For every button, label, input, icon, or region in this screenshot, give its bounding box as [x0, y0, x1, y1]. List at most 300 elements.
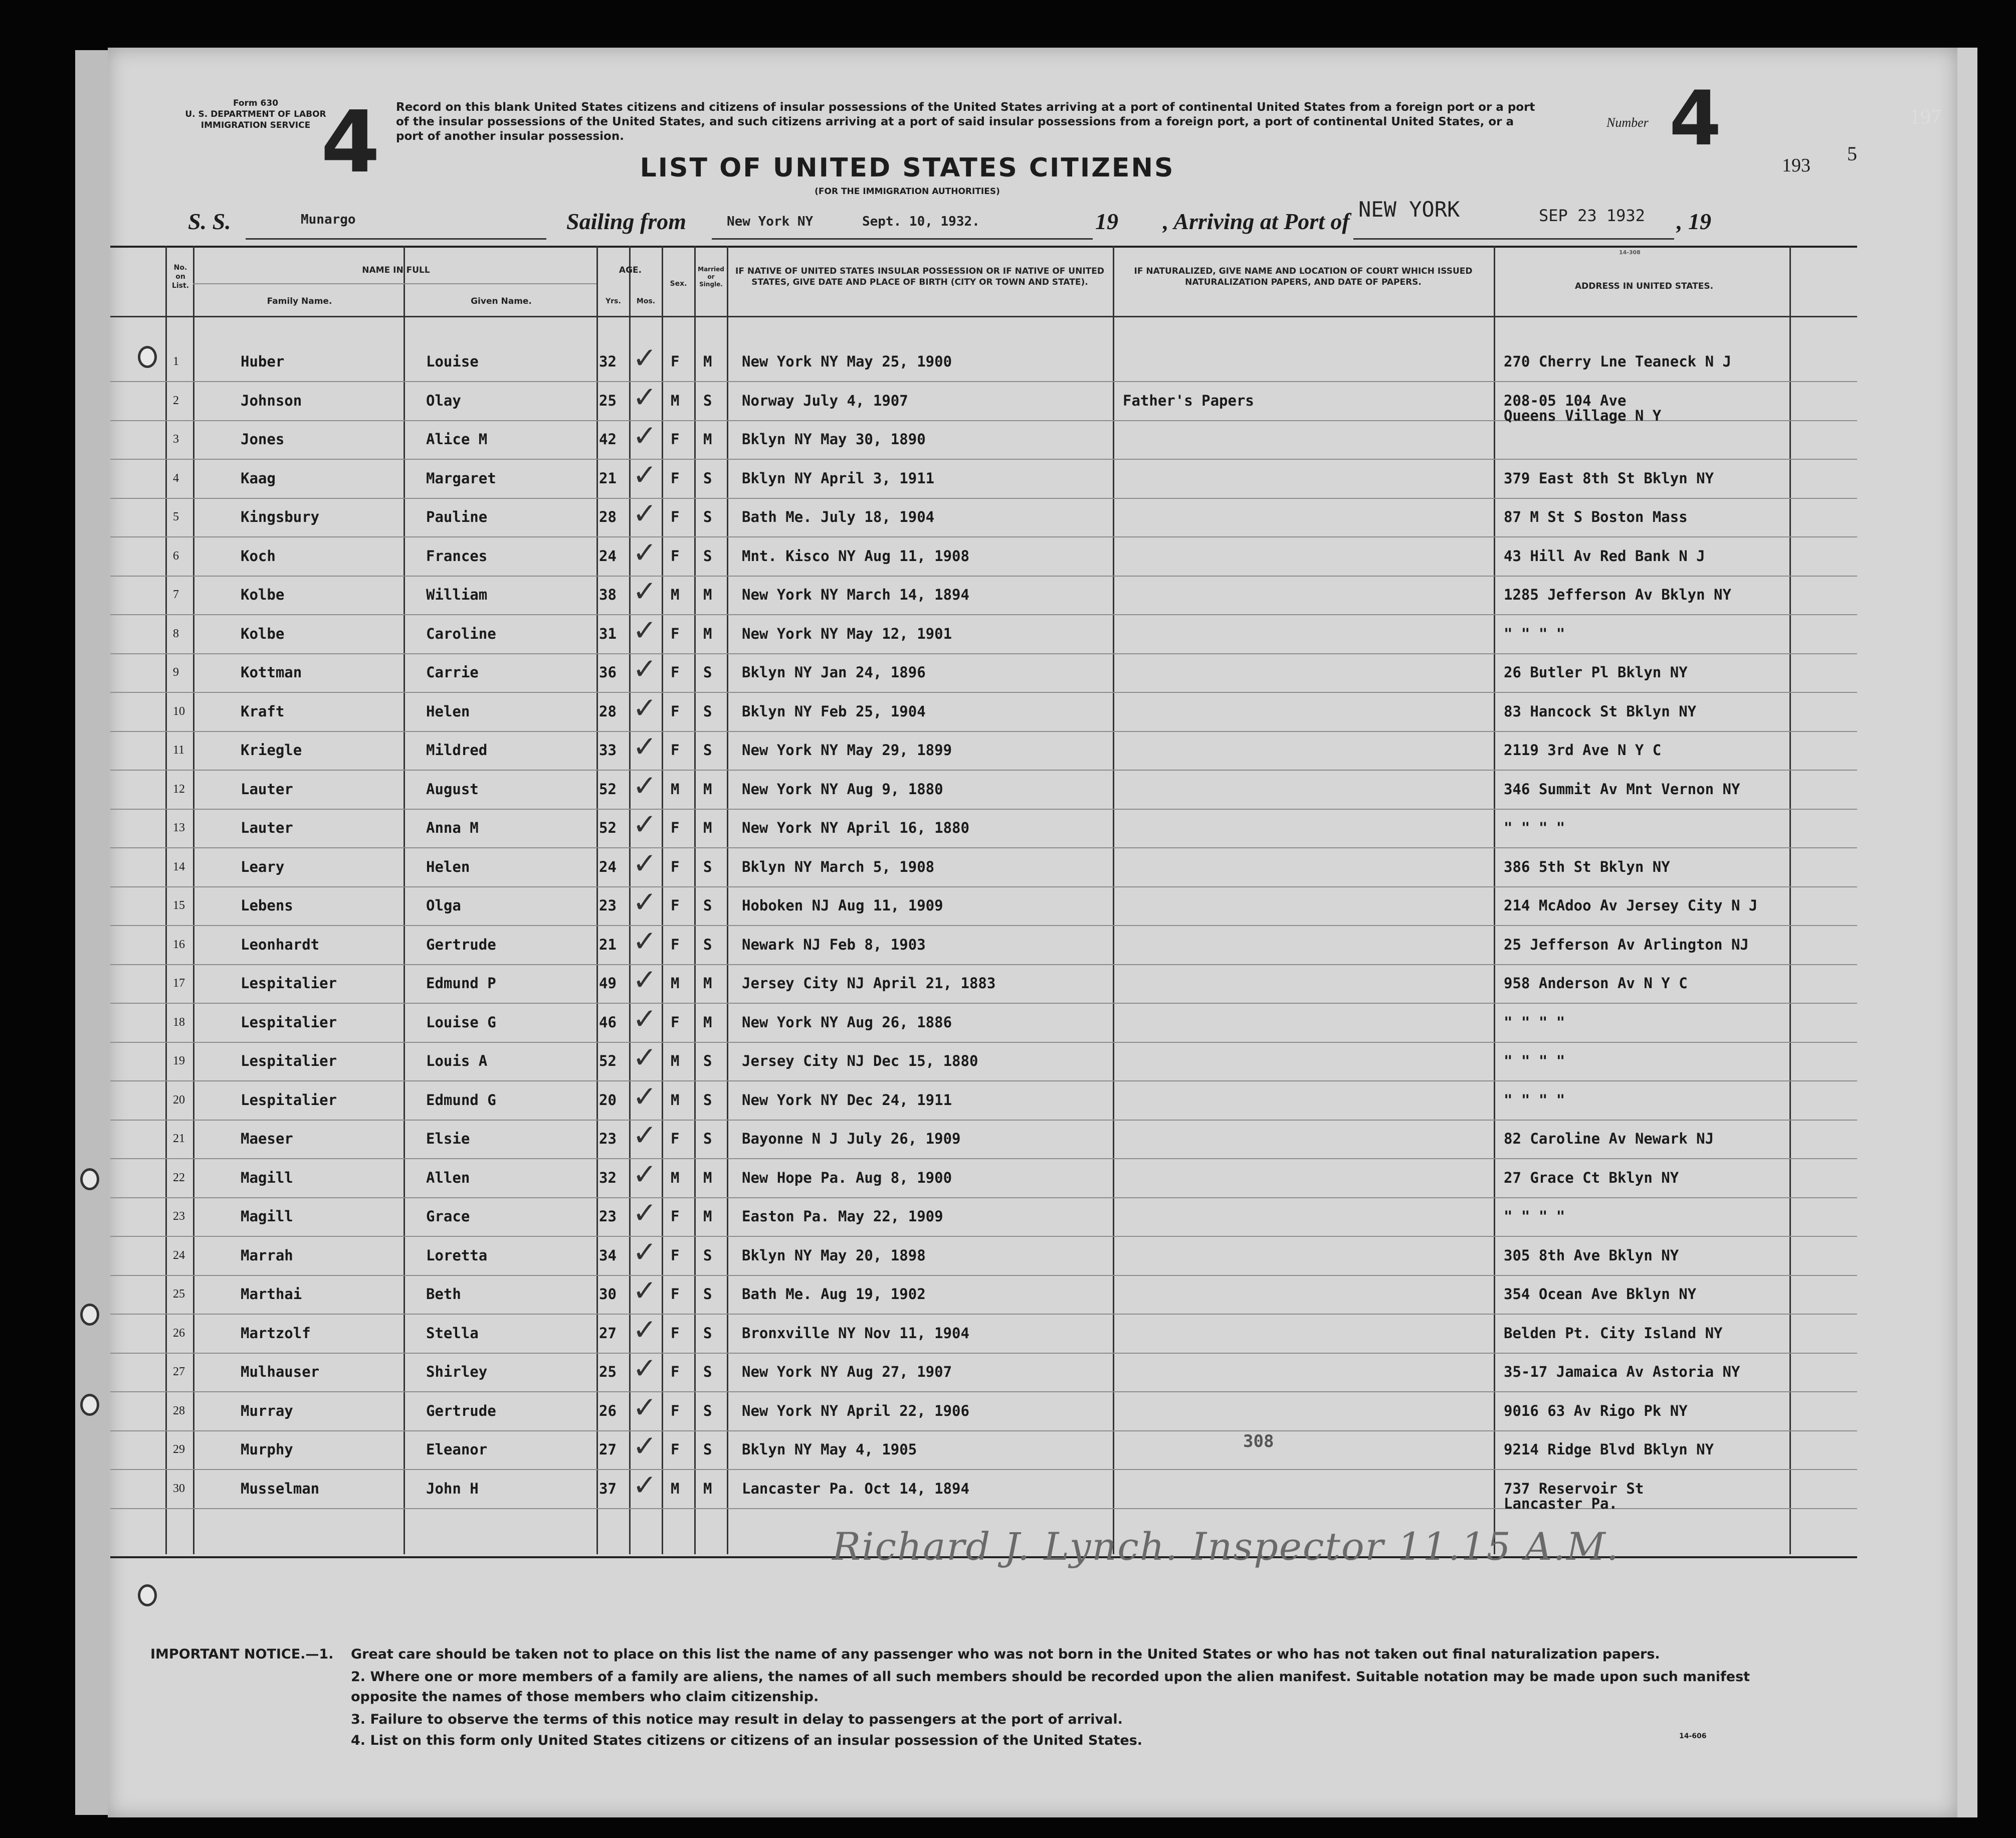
- age-years: 49: [599, 975, 617, 992]
- previous-page-edge: [75, 50, 110, 1815]
- birth-info: Bath Me. July 18, 1904: [742, 508, 935, 525]
- birth-info: Easton Pa. May 22, 1909: [742, 1208, 943, 1225]
- form-number: Form 630: [233, 98, 279, 108]
- row-rule: [110, 770, 1857, 771]
- row-number: 23: [173, 1210, 185, 1223]
- arrival-date: SEP 23 1932: [1539, 206, 1645, 225]
- family-name: Magill: [241, 1208, 293, 1225]
- col-address: ADDRESS IN UNITED STATES.: [1574, 281, 1714, 291]
- year-label-1: 19: [1095, 209, 1118, 234]
- birth-info: New York NY Aug 26, 1886: [742, 1013, 952, 1031]
- row-number: 25: [173, 1288, 185, 1301]
- given-name: Carrie: [426, 664, 479, 681]
- birth-info: New York NY April 22, 1906: [742, 1402, 969, 1419]
- check-mark-icon: ✓: [633, 1118, 657, 1152]
- age-years: 37: [599, 1480, 617, 1497]
- sex-value: F: [671, 1130, 680, 1147]
- row-number: 6: [173, 549, 179, 563]
- col-no-on-list: No. on List.: [171, 264, 189, 290]
- notice-item-4: 4. List on this form only United States citizens or citizens of an insular possession of the United States.: [351, 1733, 1143, 1748]
- age-years: 27: [599, 1324, 617, 1342]
- address-line-1: 35-17 Jamaica Av Astoria NY: [1504, 1363, 1740, 1380]
- sex-value: F: [671, 1285, 680, 1303]
- row-rule: [110, 1080, 1857, 1081]
- sex-value: F: [671, 431, 680, 448]
- address-line-1: " " " ": [1504, 819, 1565, 836]
- birth-info: New York NY March 14, 1894: [742, 586, 969, 603]
- col-months: Mos.: [636, 297, 656, 305]
- age-years: 36: [599, 664, 617, 681]
- row-number: 29: [173, 1443, 185, 1456]
- family-name: Magill: [241, 1169, 293, 1186]
- family-name: Kingsbury: [241, 508, 320, 525]
- given-name: August: [426, 780, 479, 798]
- birth-info: Bronxville NY Nov 11, 1904: [742, 1324, 969, 1342]
- family-name: Kriegle: [241, 742, 302, 759]
- check-mark-icon: ✓: [633, 341, 657, 375]
- small-print-code: 14-308: [1619, 249, 1641, 256]
- birth-info: New York NY May 12, 1901: [742, 625, 952, 642]
- sailing-from-field: [712, 208, 1093, 240]
- ship-name: Munargo: [301, 212, 356, 227]
- check-mark-icon: ✓: [633, 1040, 657, 1074]
- family-name: Kraft: [241, 702, 285, 720]
- marital-status: S: [703, 1091, 712, 1109]
- col-married-single: Married or Single.: [698, 266, 724, 288]
- address-line-1: 354 Ocean Ave Bklyn NY: [1504, 1285, 1697, 1303]
- row-number: 4: [173, 471, 179, 485]
- birth-info: Bayonne N J July 26, 1909: [742, 1130, 961, 1147]
- marital-status: S: [703, 1130, 712, 1147]
- birth-info: Bklyn NY May 30, 1890: [742, 431, 926, 448]
- marital-status: M: [703, 780, 712, 798]
- sex-value: F: [671, 897, 680, 914]
- marital-status: S: [703, 702, 712, 720]
- record-instructions: Record on this blank United States citizens and citizens of insular possessions of the United States arriving at a port of continental United States from a foreign port or a port of the insular possessions of the United States, and such citizens arriving at a port of said insular possessions from a foreign port, a port of continental United States, or a port of another insular possession.: [396, 101, 1535, 143]
- address-line-1: " " " ": [1504, 1091, 1565, 1109]
- address-line-1: 958 Anderson Av N Y C: [1504, 975, 1688, 992]
- address-line-1: 214 McAdoo Av Jersey City N J: [1504, 897, 1758, 914]
- marital-status: M: [703, 1169, 712, 1186]
- marital-status: M: [703, 1480, 712, 1497]
- marital-status: S: [703, 469, 712, 487]
- row-rule: [110, 459, 1857, 460]
- family-name: Mulhauser: [241, 1363, 320, 1380]
- row-number: 18: [173, 1015, 185, 1029]
- check-mark-icon: ✓: [633, 1196, 657, 1230]
- address-line-1: " " " ": [1504, 1052, 1565, 1069]
- marital-status: S: [703, 1441, 712, 1458]
- given-name: Gertrude: [426, 1402, 496, 1419]
- marital-status: M: [703, 353, 712, 370]
- marital-status: M: [703, 625, 712, 642]
- marital-status: S: [703, 664, 712, 681]
- marital-status: M: [703, 586, 712, 603]
- column-rule: [1494, 246, 1495, 1554]
- marital-status: M: [703, 975, 712, 992]
- check-mark-icon: ✓: [633, 924, 657, 958]
- family-name: Kolbe: [241, 625, 285, 642]
- sex-value: M: [671, 780, 680, 798]
- family-name: Kolbe: [241, 586, 285, 603]
- row-number: 21: [173, 1132, 185, 1145]
- sailing-from-label: Sailing from: [566, 209, 687, 234]
- page-number: 197: [1910, 106, 1941, 129]
- col-given-name: Given Name.: [471, 296, 532, 306]
- row-number: 26: [173, 1326, 185, 1340]
- col-naturalized: IF NATURALIZED, GIVE NAME AND LOCATION OF COURT WHICH ISSUED NATURALIZATION PAPERS, AND DATE OF PAPERS.: [1134, 266, 1473, 287]
- arrival-field: [1353, 197, 1674, 240]
- address-line-1: 346 Summit Av Mnt Vernon NY: [1504, 780, 1740, 798]
- row-rule: [110, 809, 1857, 810]
- sex-value: F: [671, 1402, 680, 1419]
- family-name: Lauter: [241, 780, 293, 798]
- row-number: 15: [173, 899, 185, 912]
- row-rule: [110, 536, 1857, 537]
- family-name: Leonhardt: [241, 936, 320, 953]
- given-name: Eleanor: [426, 1441, 488, 1458]
- birth-info: Norway July 4, 1907: [742, 392, 908, 409]
- birth-info: Bklyn NY May 20, 1898: [742, 1246, 926, 1264]
- stamp-5: 5: [1847, 142, 1857, 165]
- row-rule: [110, 1003, 1857, 1004]
- given-name: Olay: [426, 392, 461, 409]
- family-name: Marthai: [241, 1285, 302, 1303]
- age-years: 30: [599, 1285, 617, 1303]
- row-rule: [110, 1120, 1857, 1121]
- age-years: 20: [599, 1091, 617, 1109]
- row-rule: [110, 1391, 1857, 1392]
- birth-info: New York NY Aug 27, 1907: [742, 1363, 952, 1380]
- row-rule: [110, 964, 1857, 965]
- row-rule: [110, 1430, 1857, 1431]
- column-rule: [662, 246, 663, 1554]
- column-rule: [629, 246, 631, 1554]
- col-sex: Sex.: [670, 280, 687, 288]
- check-mark-icon: ✓: [633, 1079, 657, 1114]
- sex-value: F: [671, 936, 680, 953]
- column-rule: [1113, 246, 1114, 1554]
- header-bottom-rule: [110, 316, 1857, 317]
- column-rule: [404, 246, 405, 1554]
- sex-value: F: [671, 547, 680, 565]
- family-name: Maeser: [241, 1130, 293, 1147]
- address-line-1: 2119 3rd Ave N Y C: [1504, 742, 1662, 759]
- address-line-1: 26 Butler Pl Bklyn NY: [1504, 664, 1688, 681]
- birth-info: Lancaster Pa. Oct 14, 1894: [742, 1480, 969, 1497]
- col-birth: IF NATIVE OF UNITED STATES INSULAR POSSESSION OR IF NATIVE OF UNITED STATES, GIVE DATE AND PLACE OF BIRTH (CITY OR TOWN AND STATE).: [735, 266, 1104, 287]
- birth-info: New York NY May 29, 1899: [742, 742, 952, 759]
- family-name: Kaag: [241, 469, 276, 487]
- address-line-1: Belden Pt. City Island NY: [1504, 1324, 1723, 1342]
- col-age: AGE.: [619, 265, 642, 275]
- column-rule: [193, 246, 194, 1554]
- marital-status: S: [703, 936, 712, 953]
- check-mark-icon: ✓: [633, 1273, 657, 1308]
- sex-value: F: [671, 625, 680, 642]
- handwritten-list-number: 4: [321, 93, 380, 192]
- birth-info: New York NY Dec 24, 1911: [742, 1091, 952, 1109]
- address-line-1: 83 Hancock St Bklyn NY: [1504, 702, 1697, 720]
- sex-value: M: [671, 1480, 680, 1497]
- given-name: Margaret: [426, 469, 496, 487]
- sex-value: F: [671, 702, 680, 720]
- marital-status: S: [703, 742, 712, 759]
- row-rule: [110, 1236, 1857, 1237]
- marital-status: S: [703, 1246, 712, 1264]
- column-rule: [1789, 246, 1791, 1554]
- check-mark-icon: ✓: [633, 807, 657, 841]
- age-years: 46: [599, 1013, 617, 1031]
- sex-value: M: [671, 975, 680, 992]
- birth-info: Bklyn NY Feb 25, 1904: [742, 702, 926, 720]
- row-rule: [110, 498, 1857, 499]
- family-name: Lespitalier: [241, 1013, 337, 1031]
- row-number: 2: [173, 394, 179, 407]
- year-label-2: , 19: [1677, 209, 1711, 234]
- marital-status: M: [703, 1013, 712, 1031]
- naturalization-info: Father's Papers: [1123, 392, 1254, 409]
- row-rule: [110, 1158, 1857, 1159]
- punch-hole-icon: [80, 1394, 99, 1416]
- family-name: Lespitalier: [241, 1091, 337, 1109]
- birth-info: Bklyn NY March 5, 1908: [742, 858, 935, 875]
- age-years: 23: [599, 897, 617, 914]
- sex-value: F: [671, 664, 680, 681]
- family-name: Martzolf: [241, 1324, 311, 1342]
- row-rule: [110, 692, 1857, 693]
- address-line-2: Queens Village N Y: [1504, 407, 1662, 424]
- sailing-from-port: New York NY: [727, 214, 814, 229]
- row-number: 3: [173, 433, 179, 446]
- given-name: William: [426, 586, 488, 603]
- row-rule: [110, 1314, 1857, 1315]
- row-rule: [110, 381, 1857, 382]
- family-name: Lespitalier: [241, 1052, 337, 1069]
- check-mark-icon: ✓: [633, 535, 657, 570]
- marital-status: M: [703, 1208, 712, 1225]
- age-years: 33: [599, 742, 617, 759]
- ship-name-field: [246, 208, 546, 240]
- marital-status: S: [703, 1363, 712, 1380]
- address-line-1: 379 East 8th St Bklyn NY: [1504, 469, 1714, 487]
- given-name: Loretta: [426, 1246, 488, 1264]
- address-line-1: 305 8th Ave Bklyn NY: [1504, 1246, 1679, 1264]
- sex-value: F: [671, 508, 680, 525]
- age-years: 31: [599, 625, 617, 642]
- row-rule: [110, 576, 1857, 577]
- ss-label: S. S.: [188, 209, 231, 234]
- notice-item-1: Great care should be taken not to place on this list the name of any passenger who was not born in the United States or who has not taken out final naturalization papers.: [351, 1646, 1660, 1662]
- given-name: Louise G: [426, 1013, 496, 1031]
- given-name: Louis A: [426, 1052, 488, 1069]
- address-line-2: Lancaster Pa.: [1504, 1495, 1618, 1512]
- sex-value: F: [671, 469, 680, 487]
- marital-status: S: [703, 1052, 712, 1069]
- row-number: 20: [173, 1093, 185, 1107]
- given-name: Louise: [426, 353, 479, 370]
- page-title: LIST OF UNITED STATES CITIZENS: [640, 153, 1175, 183]
- birth-info: Mnt. Kisco NY Aug 11, 1908: [742, 547, 969, 565]
- row-rule: [110, 614, 1857, 615]
- sex-value: F: [671, 742, 680, 759]
- inspector-signature: Richard J. Lynch. Inspector 11.15 A.M.: [832, 1524, 1620, 1569]
- given-name: Anna M: [426, 819, 479, 836]
- address-line-1: 82 Caroline Av Newark NJ: [1504, 1130, 1714, 1147]
- check-mark-icon: ✓: [633, 1467, 657, 1502]
- given-name: Elsie: [426, 1130, 470, 1147]
- sheet-right-edge: [1957, 48, 1977, 1817]
- age-years: 24: [599, 858, 617, 875]
- family-name: Murray: [241, 1402, 293, 1419]
- row-rule: [110, 731, 1857, 732]
- birth-info: Jersey City NJ April 21, 1883: [742, 975, 996, 992]
- age-years: 34: [599, 1246, 617, 1264]
- address-line-1: 9214 Ridge Blvd Bklyn NY: [1504, 1441, 1714, 1458]
- service-name: IMMIGRATION SERVICE: [200, 120, 311, 130]
- family-name: Lebens: [241, 897, 293, 914]
- marital-status: M: [703, 819, 712, 836]
- given-name: Shirley: [426, 1363, 488, 1380]
- punch-hole-icon: [80, 1304, 99, 1326]
- row-number: 22: [173, 1171, 185, 1184]
- row-rule: [110, 925, 1857, 926]
- age-years: 26: [599, 1402, 617, 1419]
- row-number: 28: [173, 1404, 185, 1417]
- check-mark-icon: ✓: [633, 963, 657, 997]
- row-number: 10: [173, 704, 185, 718]
- given-name: Alice M: [426, 431, 488, 448]
- row-rule: [110, 847, 1857, 848]
- given-name: Caroline: [426, 625, 496, 642]
- department-name: U. S. DEPARTMENT OF LABOR: [185, 109, 326, 119]
- given-name: Gertrude: [426, 936, 496, 953]
- column-rule: [596, 246, 598, 1554]
- check-mark-icon: ✓: [633, 1234, 657, 1269]
- address-line-1: 208-05 104 Ave: [1504, 392, 1627, 409]
- family-name: Koch: [241, 547, 276, 565]
- address-line-1: 737 Reservoir St: [1504, 1480, 1644, 1497]
- notice-item-2: 2. Where one or more members of a family are aliens, the names of all such members should be recorded upon the alien manifest. Suitable notation may be made upon such manifest opposite the names of those members who claim citizenship.: [351, 1669, 1750, 1705]
- check-mark-icon: ✓: [633, 846, 657, 880]
- row-number: 30: [173, 1482, 185, 1495]
- row-number: 19: [173, 1054, 185, 1067]
- notice-item-3: 3. Failure to observe the terms of this notice may result in delay to passengers at the port of arrival.: [351, 1712, 1123, 1727]
- marital-status: S: [703, 1285, 712, 1303]
- age-years: 32: [599, 1169, 617, 1186]
- footer-code: 14-606: [1679, 1732, 1707, 1740]
- family-name: Lespitalier: [241, 975, 337, 992]
- age-years: 42: [599, 431, 617, 448]
- row-rule: [110, 1197, 1857, 1198]
- given-name: Beth: [426, 1285, 461, 1303]
- check-mark-icon: ✓: [633, 1157, 657, 1191]
- check-mark-icon: ✓: [633, 1351, 657, 1385]
- family-name: Kottman: [241, 664, 302, 681]
- family-name: Huber: [241, 353, 285, 370]
- sex-value: F: [671, 1363, 680, 1380]
- given-name: Grace: [426, 1208, 470, 1225]
- sex-value: F: [671, 1441, 680, 1458]
- check-mark-icon: ✓: [633, 380, 657, 414]
- family-name: Marrah: [241, 1246, 293, 1264]
- age-years: 38: [599, 586, 617, 603]
- stamp-193: 193: [1782, 155, 1810, 176]
- sex-value: M: [671, 1169, 680, 1186]
- given-name: John H: [426, 1480, 479, 1497]
- sex-value: M: [671, 1091, 680, 1109]
- age-years: 24: [599, 547, 617, 565]
- check-mark-icon: ✓: [633, 1001, 657, 1036]
- header-rule: [193, 283, 596, 284]
- row-number: 13: [173, 821, 185, 834]
- sex-value: F: [671, 1246, 680, 1264]
- address-line-1: " " " ": [1504, 1208, 1565, 1225]
- sex-value: F: [671, 1208, 680, 1225]
- marital-status: S: [703, 897, 712, 914]
- birth-info: Bklyn NY April 3, 1911: [742, 469, 935, 487]
- column-rule: [727, 246, 728, 1554]
- marital-status: S: [703, 392, 712, 409]
- birth-info: Newark NJ Feb 8, 1903: [742, 936, 926, 953]
- row-number: 12: [173, 782, 185, 796]
- given-name: Allen: [426, 1169, 470, 1186]
- age-years: 28: [599, 508, 617, 525]
- row-number: 7: [173, 588, 179, 601]
- given-name: Mildred: [426, 742, 488, 759]
- given-name: Frances: [426, 547, 488, 565]
- row-rule: [110, 886, 1857, 887]
- number-label: Number: [1606, 115, 1649, 130]
- age-years: 52: [599, 819, 617, 836]
- marital-status: S: [703, 547, 712, 565]
- row-number: 8: [173, 627, 179, 640]
- sex-value: F: [671, 858, 680, 875]
- sex-value: F: [671, 1324, 680, 1342]
- marital-status: S: [703, 1324, 712, 1342]
- birth-info: New York NY Aug 9, 1880: [742, 780, 943, 798]
- birth-info: Bklyn NY Jan 24, 1896: [742, 664, 926, 681]
- sex-value: F: [671, 353, 680, 370]
- birth-info: Bklyn NY May 4, 1905: [742, 1441, 917, 1458]
- family-name: Johnson: [241, 392, 302, 409]
- address-line-1: 1285 Jefferson Av Bklyn NY: [1504, 586, 1731, 603]
- page-subtitle: (FOR THE IMMIGRATION AUTHORITIES): [815, 187, 1000, 197]
- family-name: Lauter: [241, 819, 293, 836]
- check-mark-icon: ✓: [633, 652, 657, 686]
- age-years: 25: [599, 1363, 617, 1380]
- sex-value: F: [671, 819, 680, 836]
- row-rule: [110, 653, 1857, 654]
- punch-hole-icon: [138, 1584, 157, 1606]
- address-line-1: 87 M St S Boston Mass: [1504, 508, 1688, 525]
- age-years: 28: [599, 702, 617, 720]
- address-line-1: 9016 63 Av Rigo Pk NY: [1504, 1402, 1688, 1419]
- check-mark-icon: ✓: [633, 574, 657, 608]
- given-name: Olga: [426, 897, 461, 914]
- sex-value: M: [671, 1052, 680, 1069]
- row-number: 14: [173, 860, 185, 873]
- check-mark-icon: ✓: [633, 419, 657, 453]
- sex-value: F: [671, 1013, 680, 1031]
- family-name: Musselman: [241, 1480, 320, 1497]
- given-name: Edmund G: [426, 1091, 496, 1109]
- age-years: 25: [599, 392, 617, 409]
- given-name: Pauline: [426, 508, 488, 525]
- check-mark-icon: ✓: [633, 768, 657, 803]
- address-line-1: 25 Jefferson Av Arlington NJ: [1504, 936, 1749, 953]
- notice-label: IMPORTANT NOTICE.—1.: [150, 1646, 334, 1662]
